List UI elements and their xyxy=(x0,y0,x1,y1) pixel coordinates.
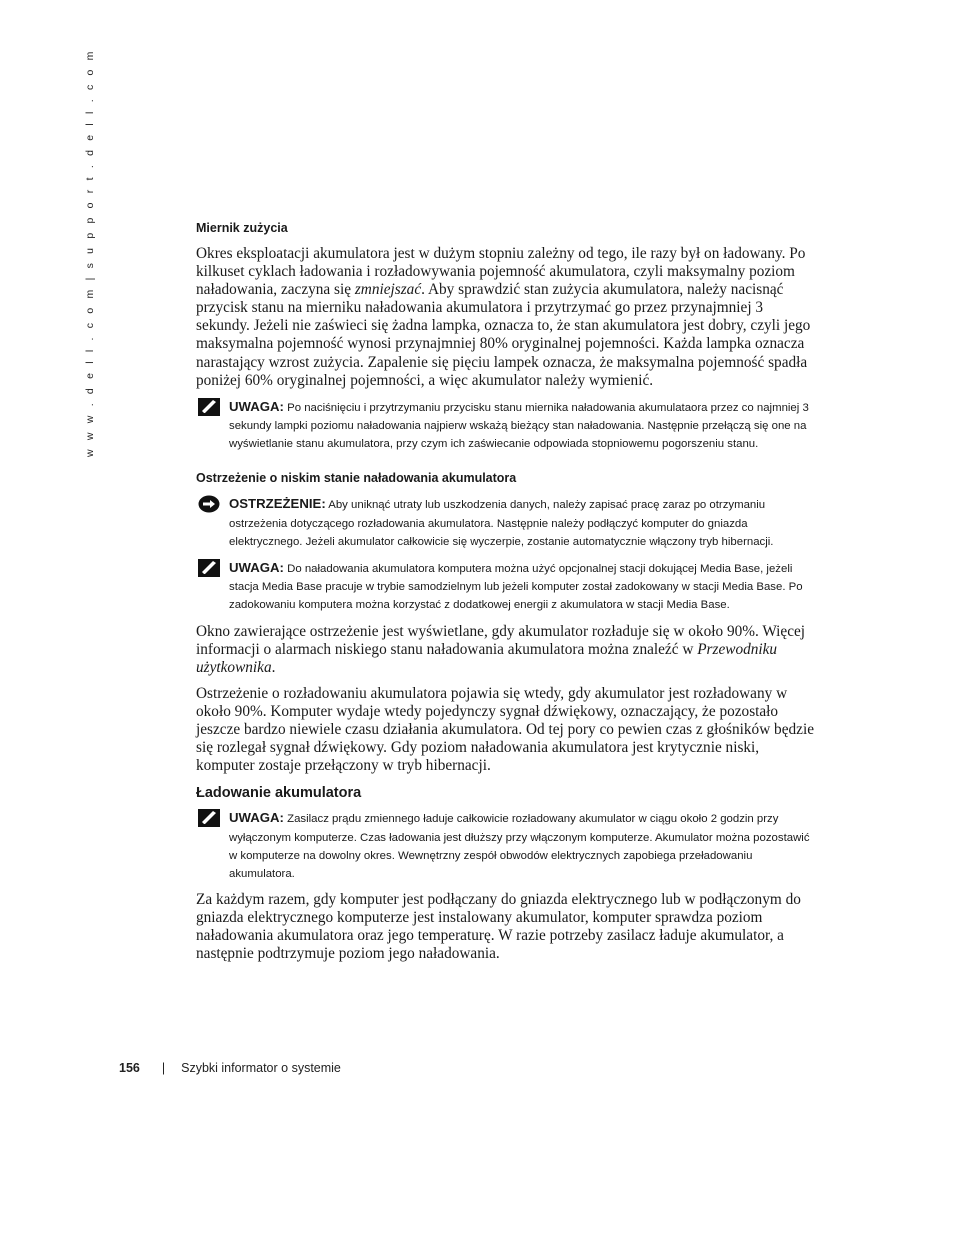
paragraph-charging: Za każdym razem, gdy komputer jest podłączany do gniazda elektrycznego lub w podłączonym do gniazda elektrycznego komputerze jest instalowany akumulator, komputer sprawdza poziom naładowania akumulatora oraz jego temperaturę. W razie potrzeby zasilacz ładuje akumulator, a następnie podtrzymuje poziom jego naładowania. xyxy=(196,891,801,963)
note-wear-meter: UWAGA: Po naciśnięciu i przytrzymaniu przycisku stanu miernika naładowania akumulataora przez co najmniej 3 sekundy lampki poziomu naładowania najpierw wskażą bieżący stan naładowania. Następnie przełączą się one na wyświetlanie stanu akumulatora, przy czym ich zaświecanie odpowiada stopniowemu pogorszeniu stanu. xyxy=(196,398,814,454)
note-pencil-icon xyxy=(198,559,220,583)
page-content xyxy=(196,219,814,964)
page-number: 156 xyxy=(119,1061,140,1075)
note-pencil-icon xyxy=(198,398,220,422)
section-title-low-battery: Ostrzeżenie o niskim stanie naładowania akumulatora xyxy=(196,471,517,486)
note-pencil-icon xyxy=(198,809,220,833)
footer-title: Szybki informator o systemie xyxy=(181,1061,341,1075)
caution-low-battery: OSTRZEŻENIE: Aby uniknąć utraty lub uszkodzenia danych, należy zapisać pracę zaraz po otrzymaniu ostrzeżenia dotyczącego rozładowania akumulatora. Następnie należy podłączyć komputer do gniazda elektrycznego. Jeżeli akumulator całkowicie się wyczerpie, zostanie automatycznie włączony tryb hibernacji. xyxy=(196,495,814,551)
caution-arrow-icon xyxy=(198,495,220,519)
section-title-wear-meter: Miernik zużycia xyxy=(196,221,288,235)
section-title-charging: Ładowanie akumulatora xyxy=(196,785,362,802)
footer-separator: | xyxy=(161,1061,166,1075)
paragraph-warning-window: Okno zawierające ostrzeżenie jest wyświetlane, gdy akumulator rozładuje się w około 90%. Więcej informacji o alarmach niskiego stanu naładowania akumulatora można znaleźć w Przewodniku użytkownika. xyxy=(196,622,806,676)
paragraph-warning-signal: Ostrzeżenie o rozładowaniu akumulatora pojawia się wtedy, gdy akumulator jest rozładowany w około 90%. Komputer wydaje wtedy pojedynczy sygnał dźwiękowy, oznaczający, że pozostało jeszcze bardzo niewiele czasu działania akumulatora. Od tej pory co pewien czas z głośników będzie się rozlegał sygnał dźwiękowy. Gdy poziom naładowania akumulatora jest krytycznie niski, komputer zostaje przełączony w tryb hibernacji. xyxy=(196,684,814,775)
paragraph-wear-meter: Okres eksploatacji akumulatora jest w dużym stopniu zależny od tego, ile razy był on ładowany. Po kilkuset cyklach ładowania i rozładowywania pojemność akumulatora, czyli maksymalny poziom naładowania, zaczyna się zmniejszać. Aby sprawdzić stan zużycia akumulatora, należy nacisnąć przycisk stanu na mierniku naładowania akumulatora i przytrzymać go przez przynajmniej 3 sekundy. Jeżeli nie zaświeci się żadna lampka, oznacza to, że stan akumulatora jest dobry, czyli jego maksymalna pojemność wynosi przynajmniej 80% oryginalnej pojemności. Każda lampka oznacza narastający wzrost zużycia. Zapalenie się pięciu lampek oznacza, że maksymalna pojemność spadła poniżej 60% oryginalnej pojemności, a więc akumulator należy wymienić. xyxy=(196,245,811,389)
note-media-base: UWAGA: Do naładowania akumulatora komputera można użyć opcjonalnej stacji dokującej Media Base, jeżeli stacja Media Base pracuje w trybie samodzielnym lub jeżeli komputer został zadokowany w stacji Media Base. Po zadokowaniu komputera można korzystać z dodatkowej energii z akumulatora w stacji Media Base. xyxy=(196,559,814,615)
note-charging: UWAGA: Zasilacz prądu zmiennego ładuje całkowicie rozładowany akumulator w ciągu około 2 godzin przy wyłączonym komputerze. Czas ładowania jest dłuższy przy włączonym komputerze. Akumulator można pozostawić w komputerze na dowolny okres. Wewnętrzny zespół obwodów elektrycznych zapobiega przeładowaniu akumulatora. xyxy=(196,809,814,883)
side-url: w w w . d e l l . c o m | s u p p o r t . d e l l . c o m xyxy=(84,48,96,457)
page-footer xyxy=(119,1061,341,1075)
